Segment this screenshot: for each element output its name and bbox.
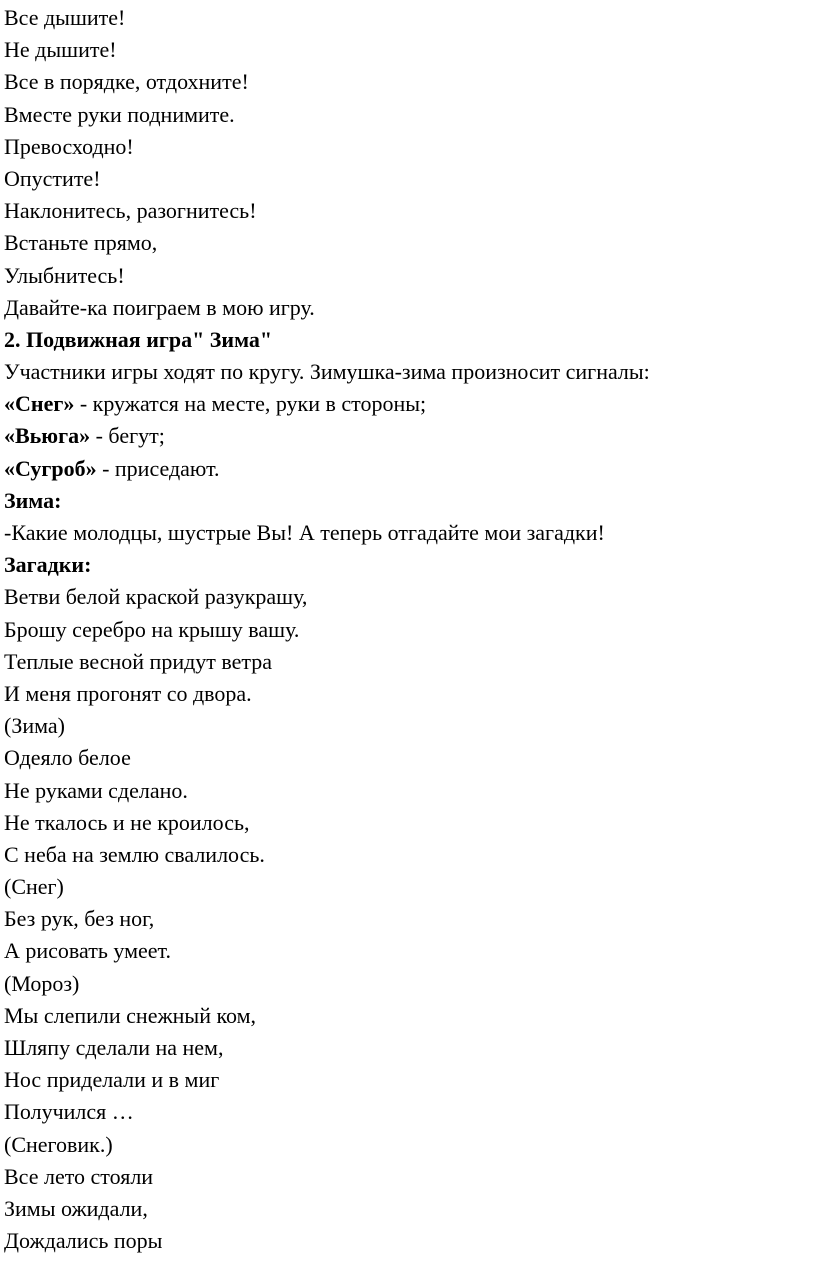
text-line: Не дышите!: [4, 37, 117, 63]
text-line: А рисовать умеет.: [4, 938, 171, 964]
text-line: Опустите!: [4, 165, 101, 191]
section-heading: 2. Подвижная игра" Зима": [4, 326, 273, 352]
riddle-answer: (Зима): [4, 713, 65, 739]
text-line: Брошу серебро на крышу вашу.: [4, 616, 300, 642]
text-line: Не ткалось и не кроилось,: [4, 809, 250, 835]
text-line: Шляпу сделали на нем,: [4, 1035, 224, 1060]
text-line: И меня прогонят со двора.: [4, 680, 252, 706]
text-line: Не руками сделано.: [4, 777, 188, 803]
signal-term: «Вьюга»: [4, 423, 91, 449]
text-line: Давайте-ка поиграем в мою игру.: [4, 294, 315, 320]
signal-line: «Сугроб» - приседают.: [4, 455, 220, 481]
text-line: Теплые весной придут ветра: [4, 648, 273, 674]
text-line: Наклонитесь, разогнитесь!: [4, 198, 257, 224]
text-line: Все в порядке, отдохните!: [4, 69, 249, 95]
signal-term: «Снег»: [4, 391, 75, 417]
text-line: Зимы ожидали,: [4, 1195, 148, 1221]
document-text: [4, 2, 816, 1257]
text-line: Без рук, без ног,: [4, 906, 155, 932]
riddle-answer: (Снег): [4, 874, 64, 900]
text-line: Встаньте прямо,: [4, 230, 158, 256]
text-line: -Какие молодцы, шустрые Вы! А теперь отгадайте мои загадки!: [4, 520, 605, 545]
text-line: Мы слепили снежный ком,: [4, 1002, 257, 1028]
speaker-label: Зима:: [4, 487, 62, 513]
text-line: Вместе руки поднимите.: [4, 101, 235, 127]
text-line: Улыбнитесь!: [4, 262, 125, 288]
text-line: Превосходно!: [4, 133, 134, 159]
signal-line: «Вьюга» - бегут;: [4, 423, 165, 449]
text-line: С неба на землю свалилось.: [4, 841, 265, 867]
text-line: Одеяло белое: [4, 745, 131, 771]
text-line: Нос приделали и в миг: [4, 1067, 220, 1093]
text-line: Ветви белой краской разукрашу,: [4, 584, 308, 610]
signal-term: «Сугроб»: [4, 455, 97, 481]
text-line: Дождались поры: [4, 1228, 163, 1254]
riddles-heading: Загадки:: [4, 552, 92, 578]
riddle-answer: (Снеговик.): [4, 1131, 113, 1157]
signal-line: «Снег» - кружатся на месте, руки в стороны;: [4, 391, 427, 417]
text-line: Все дышите!: [4, 5, 126, 30]
text-line: Получился …: [4, 1099, 134, 1125]
text-line: Все лето стояли: [4, 1163, 154, 1189]
riddle-answer: (Мороз): [4, 970, 80, 996]
text-line: Участники игры ходят по кругу. Зимушка-зима произносит сигналы:: [4, 359, 650, 385]
